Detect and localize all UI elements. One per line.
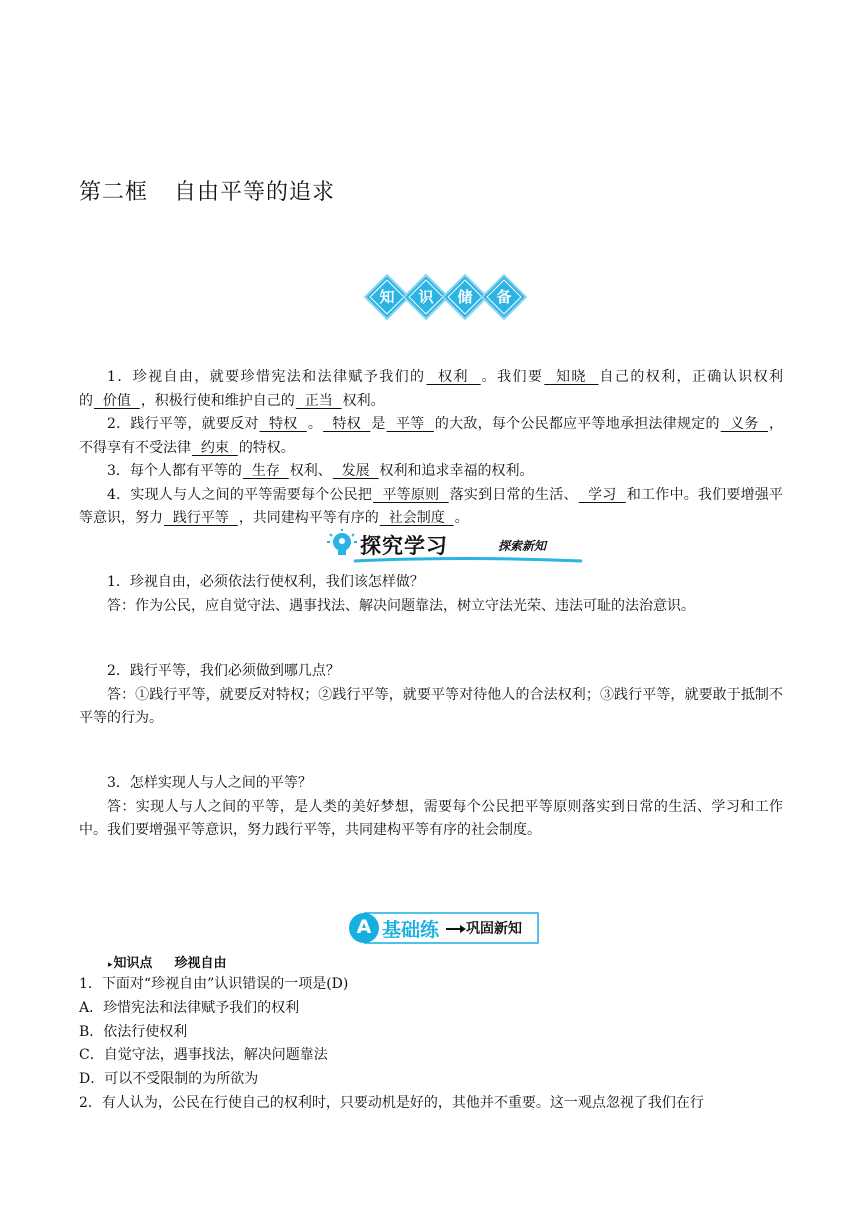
explore-question: 2．践行平等，我们必须做到哪几点？ [107, 663, 340, 679]
answer-blank: 义务 [720, 416, 768, 432]
title-section: 第二框 [79, 180, 149, 205]
answer-blank: 平等原则 [373, 486, 449, 503]
answer-blank: 践行平等 [164, 510, 238, 526]
page-title [79, 175, 335, 206]
answer-blank: 生存 [242, 463, 289, 479]
basic-banner-title: 基础练 [382, 919, 440, 941]
answer-blank: 发展 [332, 463, 379, 479]
explore-answer: 答：作为公民，应自觉守法、遇事找法、解决问题靠法，树立守法光荣、违法可耻的法治意识。 [107, 597, 695, 614]
answer-blank: 特权 [323, 416, 371, 432]
explore-q1-block [79, 571, 783, 618]
lightbulb-person-icon [327, 529, 357, 555]
answer-blank: 社会制度 [379, 510, 454, 526]
knowledge-item-2: 2．践行平等，就要反对 特权 。 特权 是 平等 的大敌，每个公民都应平等地承担法律规定的 义务 ，不得享有不受法律 约束 的特权。 [79, 416, 783, 456]
knowledge-item-4: 4．实现人与人之间的平等需要每个公民把 平等原则 落实到日常的生活、 学习 和工作中。我们要增强平等意识，努力 践行平等 ，共同建构平等有序的 社会制度 。 [79, 486, 784, 526]
quiz-question: 1．下面对“珍视自由”认识错误的一项是(D) [79, 976, 349, 992]
quiz-question: 2．有人认为，公民在行使自己的权利时，只要动机是好的，其他并不重要。这一观点忽视了我们在行 [79, 1094, 704, 1111]
badge-char: 知 [379, 288, 395, 306]
title-topic: 自由平等的追求 [174, 180, 336, 205]
badge-char: 储 [457, 288, 473, 306]
knowledge-reserve-badge [364, 274, 528, 322]
badge-char: 备 [496, 288, 512, 306]
triangle-bullet-icon: ▸ [108, 960, 113, 970]
answer-blank: 平等 [386, 416, 434, 432]
basic-practice-banner [348, 910, 544, 946]
badge-char: 识 [418, 288, 434, 306]
quiz-option: A．珍惜宪法和法律赋予我们的权利 [79, 999, 300, 1016]
explore-q2-block [79, 660, 783, 731]
badge-diamond [481, 274, 527, 320]
quiz-option: C．自觉守法，遇事找法，解决问题靠法 [79, 1047, 328, 1064]
answer-blank: 学习 [578, 486, 626, 503]
knowledge-point-label: 知识点 [113, 956, 153, 971]
explore-answer: 答：①践行平等，就要反对特权；②践行平等，就要平等对待他人的合法权利；③践行平等，就要敢于抵制不平等的行为。 [79, 686, 783, 726]
explore-q3-block [79, 772, 783, 843]
basic-banner-subtitle: 巩固新知 [466, 921, 522, 937]
answer-blank: 权利 [426, 369, 481, 385]
explore-learning-banner [324, 528, 586, 564]
quiz-option: B．依法行使权利 [79, 1023, 188, 1040]
quiz-option: D．可以不受限制的为所欲为 [79, 1071, 259, 1088]
answer-blank: 约束 [192, 439, 238, 456]
knowledge-item-3: 3．每个人都有平等的 生存 权利、 发展 权利和追求幸福的权利。 [107, 463, 534, 479]
explore-banner-subtitle: 探索新知 [498, 539, 547, 553]
knowledge-section [79, 366, 783, 531]
answer-blank: 知晓 [544, 369, 599, 385]
quiz-section [79, 973, 783, 1116]
explore-question: 1．珍视自由，必须依法行使权利，我们该怎样做？ [107, 574, 424, 590]
basic-banner-letter: A [356, 916, 372, 938]
knowledge-item-1: 1．珍视自由，就要珍惜宪法和法律赋予我们的 权利 。我们要 知晓 自己的权利，正确认识权利的 价值 ，积极行使和维护自己的 正当 权利。 [79, 369, 783, 409]
explore-banner-title: 探究学习 [360, 534, 448, 558]
answer-blank: 价值 [94, 392, 140, 409]
knowledge-point-heading [108, 952, 227, 971]
answer-blank: 正当 [295, 392, 342, 409]
knowledge-point-name: 珍视自由 [174, 956, 227, 971]
explore-question: 3．怎样实现人与人之间的平等？ [107, 775, 312, 791]
answer-blank: 特权 [259, 416, 307, 432]
explore-answer: 答：实现人与人之间的平等，是人类的美好梦想，需要每个公民把平等原则落实到日常的生活、学习和工作中。我们要增强平等意识，努力践行平等，共同建构平等有序的社会制度。 [79, 798, 783, 838]
